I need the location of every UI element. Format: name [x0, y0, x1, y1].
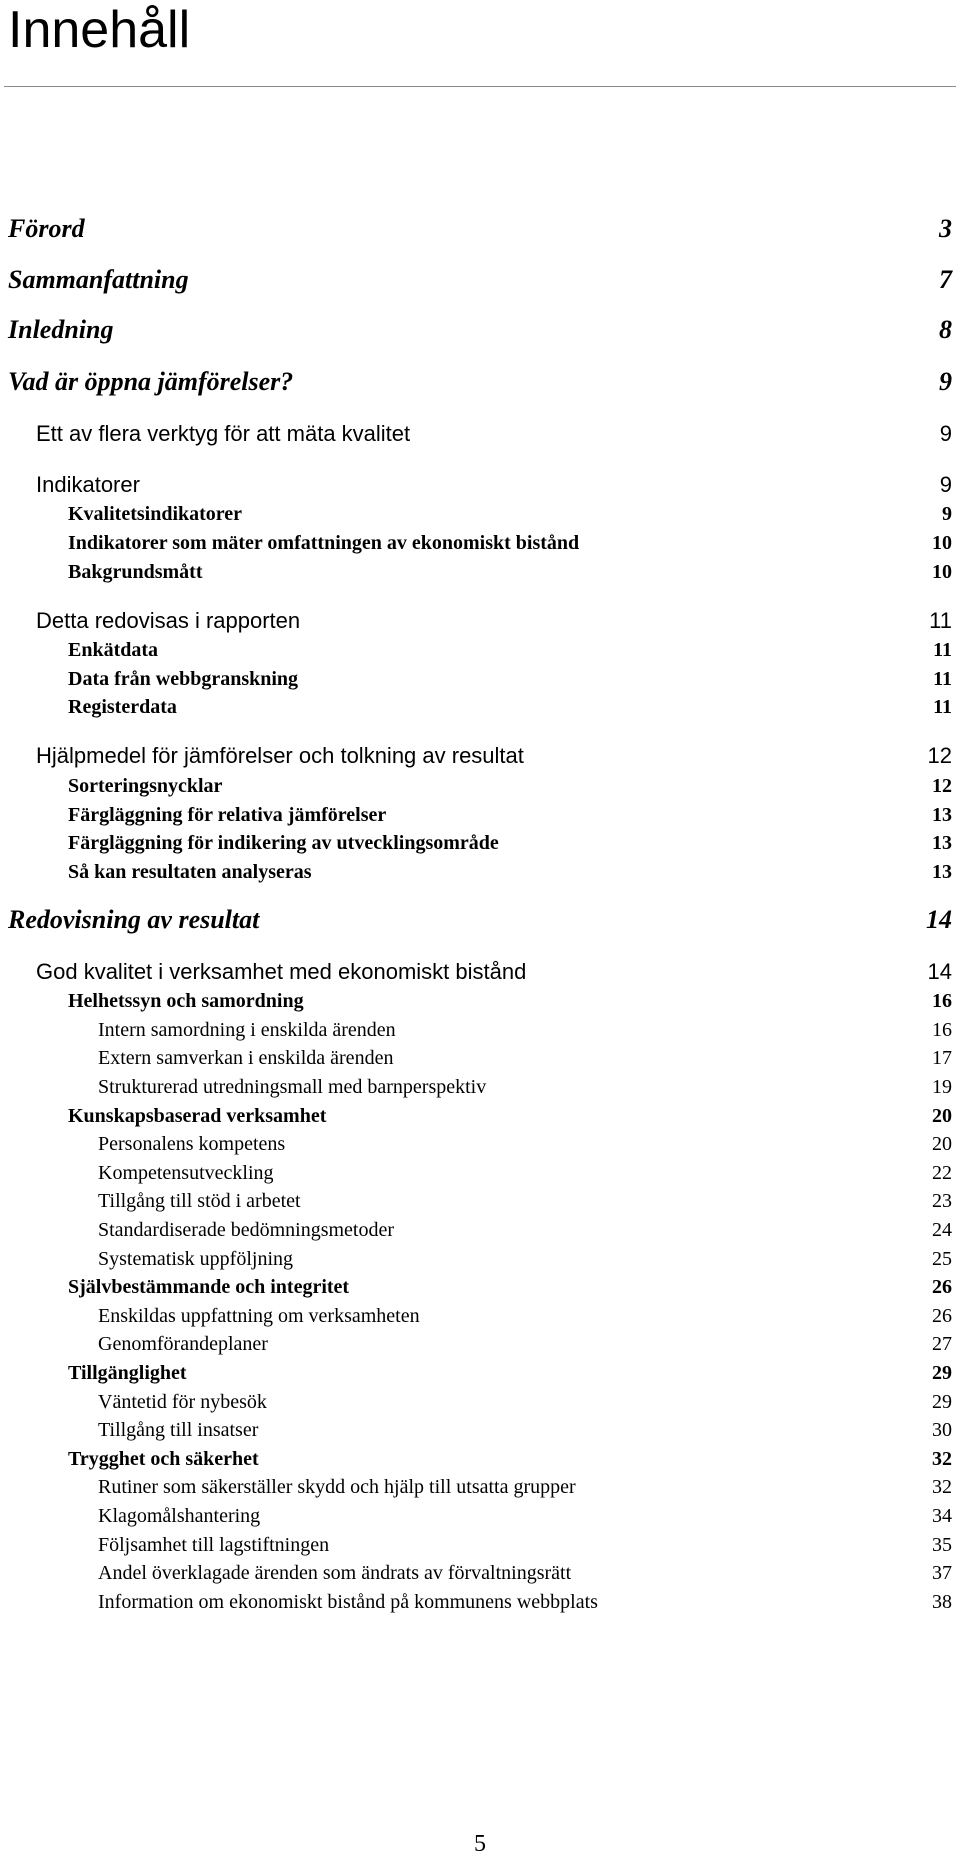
toc-entry-label: Enskildas uppfattning om verksamheten: [98, 1305, 420, 1327]
toc-entry-page-number: 38: [932, 1591, 952, 1613]
toc-entry-label: Tillgänglighet: [68, 1362, 187, 1384]
toc-entry-page-number: 9: [939, 421, 952, 446]
toc-entry[interactable]: [0, 829, 960, 855]
toc-entry-label: Trygghet och säkerhet: [68, 1448, 259, 1470]
toc-entry-page-number: 14: [926, 905, 952, 934]
toc-entry[interactable]: [0, 606, 960, 634]
toc-entry-page-number: 22: [932, 1162, 952, 1184]
toc-entry[interactable]: [0, 1130, 960, 1156]
toc-entry-page-number: 8: [939, 315, 952, 344]
toc-entry-page-number: 9: [939, 472, 952, 497]
toc-entry[interactable]: [0, 1445, 960, 1471]
toc-entry-page-number: 19: [932, 1076, 952, 1098]
toc-entry-page-number: 13: [932, 804, 952, 826]
toc-entry-page-number: 9: [942, 503, 952, 525]
toc-entry-page-number: 11: [933, 668, 952, 690]
toc-entry[interactable]: [0, 363, 960, 397]
toc-entry-label: Ett av flera verktyg för att mäta kvalitet: [36, 421, 411, 446]
toc-entry-label: Registerdata: [68, 696, 177, 718]
toc-entry-label: Strukturerad utredningsmall med barnperspektiv: [98, 1076, 487, 1098]
toc-entry[interactable]: [0, 1559, 960, 1585]
toc-entry[interactable]: [0, 470, 960, 498]
toc-entry-page-number: 10: [932, 561, 952, 583]
toc-entry-label: Personalens kompetens: [98, 1133, 286, 1155]
toc-entry[interactable]: [0, 210, 960, 244]
toc-entry-page-number: 20: [932, 1133, 952, 1155]
toc-entry[interactable]: [0, 529, 960, 555]
toc-entry-page-number: 13: [932, 861, 952, 883]
toc-entry-label: Kvalitetsindikatorer: [68, 503, 243, 525]
toc-entry-label: Vad är öppna jämförelser?: [8, 367, 294, 396]
toc-entry[interactable]: [0, 419, 960, 447]
toc-entry-page-number: 35: [932, 1534, 952, 1556]
toc-entry-page-number: 14: [927, 959, 952, 984]
toc-entry[interactable]: [0, 957, 960, 985]
toc-entry-label: Sorteringsnycklar: [68, 775, 223, 797]
toc-entry-label: Tillgång till stöd i arbetet: [98, 1190, 301, 1212]
toc-entry-page-number: 32: [932, 1476, 952, 1498]
toc-entry-page-number: 20: [932, 1105, 952, 1127]
page-title: Innehåll: [8, 1, 191, 59]
toc-entry[interactable]: [0, 1473, 960, 1499]
toc-entry[interactable]: [0, 772, 960, 798]
toc-entry-page-number: 32: [932, 1448, 952, 1470]
toc-entry-page-number: 7: [939, 265, 952, 294]
toc-entry[interactable]: [0, 858, 960, 884]
toc-entry-page-number: 26: [932, 1276, 952, 1298]
toc-entry-page-number: 16: [932, 990, 952, 1012]
toc-entry-label: Genomförandeplaner: [98, 1333, 268, 1355]
toc-entry-page-number: 37: [932, 1562, 952, 1584]
toc-entry-label: Indikatorer: [36, 472, 140, 497]
toc-entry-page-number: 30: [932, 1419, 952, 1441]
toc-entry-label: Systematisk uppföljning: [98, 1248, 293, 1270]
toc-entry[interactable]: [0, 741, 960, 769]
toc-entry[interactable]: [0, 1159, 960, 1185]
toc-entry[interactable]: [0, 665, 960, 691]
toc-entry-label: Redovisning av resultat: [8, 905, 260, 934]
toc-entry-label: Kunskapsbaserad verksamhet: [68, 1105, 327, 1127]
toc-entry-label: Färgläggning för indikering av utvecklingsområde: [68, 832, 499, 854]
toc-entry[interactable]: [0, 1388, 960, 1414]
toc-entry[interactable]: [0, 987, 960, 1013]
toc-entry-page-number: 26: [932, 1305, 952, 1327]
toc-entry[interactable]: [0, 1330, 960, 1356]
toc-entry[interactable]: [0, 1216, 960, 1242]
toc-entry-label: Så kan resultaten analyseras: [68, 861, 312, 883]
toc-entry[interactable]: [0, 1102, 960, 1128]
page-number: 5: [474, 1831, 486, 1857]
toc-entry-page-number: 27: [932, 1333, 952, 1355]
toc-entry[interactable]: [0, 1359, 960, 1385]
toc-entry-label: Förord: [8, 214, 85, 243]
toc-entry[interactable]: [0, 1245, 960, 1271]
toc-entry-label: God kvalitet i verksamhet med ekonomiskt bistånd: [36, 959, 527, 984]
toc-entry[interactable]: [0, 1502, 960, 1528]
toc-entry[interactable]: [0, 1416, 960, 1442]
toc-entry-page-number: 24: [932, 1219, 952, 1241]
toc-entry-label: Standardiserade bedömningsmetoder: [98, 1219, 395, 1241]
toc-entry[interactable]: [0, 1187, 960, 1213]
toc-entry-label: Information om ekonomiskt bistånd på kommunens webbplats: [98, 1591, 598, 1613]
toc-entry-label: Följsamhet till lagstiftningen: [98, 1534, 330, 1556]
toc-entry[interactable]: [0, 636, 960, 662]
toc-entry[interactable]: [0, 1302, 960, 1328]
toc-entry-page-number: 12: [932, 775, 952, 797]
toc-entry-label: Helhetssyn och samordning: [68, 990, 304, 1012]
toc-entry[interactable]: [0, 1588, 960, 1614]
toc-entry-label: Indikatorer som mäter omfattningen av ekonomiskt bistånd: [68, 532, 580, 554]
toc-entry-label: Självbestämmande och integritet: [68, 1276, 350, 1298]
toc-entry-page-number: 10: [932, 532, 952, 554]
toc-entry-label: Extern samverkan i enskilda ärenden: [98, 1047, 394, 1069]
toc-entry-page-number: 16: [932, 1019, 952, 1041]
toc-entry-label: Väntetid för nybesök: [98, 1391, 267, 1413]
toc-entry-page-number: 25: [932, 1248, 952, 1270]
toc-entry-page-number: 11: [933, 639, 952, 661]
toc-entry[interactable]: [0, 261, 960, 295]
toc-entry-page-number: 34: [932, 1505, 952, 1527]
toc-entry-page-number: 11: [933, 696, 952, 718]
toc-entry-label: Klagomålshantering: [98, 1505, 261, 1527]
toc-entry-label: Bakgrundsmått: [68, 561, 203, 583]
toc-entry-label: Rutiner som säkerställer skydd och hjälp till utsatta grupper: [98, 1476, 576, 1498]
toc-entry[interactable]: [0, 1016, 960, 1042]
toc-entry-page-number: 9: [939, 367, 952, 396]
toc-entry[interactable]: [0, 1273, 960, 1299]
toc-entry-label: Inledning: [8, 315, 114, 344]
toc-entry[interactable]: [0, 1044, 960, 1070]
toc-entry[interactable]: [0, 901, 960, 935]
toc-entry[interactable]: [0, 1531, 960, 1557]
toc-entry[interactable]: [0, 311, 960, 345]
toc-entry-label: Intern samordning i enskilda ärenden: [98, 1019, 396, 1041]
toc-entry-label: Detta redovisas i rapporten: [36, 608, 301, 633]
toc-entry-page-number: 12: [927, 743, 952, 768]
toc-entry-page-number: 17: [932, 1047, 952, 1069]
toc-entry-label: Kompetensutveckling: [98, 1162, 274, 1184]
toc-entry-label: Enkätdata: [68, 639, 159, 661]
toc-entry-page-number: 23: [932, 1190, 952, 1212]
toc-entry[interactable]: [0, 801, 960, 827]
toc-entry-label: Sammanfattning: [8, 265, 189, 294]
toc-entry-page-number: 29: [932, 1362, 952, 1384]
toc-entry[interactable]: [0, 558, 960, 584]
toc-entry-page-number: 29: [932, 1391, 952, 1413]
toc-entry-label: Färgläggning för relativa jämförelser: [68, 804, 387, 826]
toc-entry-label: Andel överklagade ärenden som ändrats av förvaltningsrätt: [98, 1562, 572, 1584]
toc-entry[interactable]: [0, 693, 960, 719]
toc-entry-label: Hjälpmedel för jämförelser och tolkning av resultat: [36, 743, 524, 768]
toc-entry[interactable]: [0, 1073, 960, 1099]
toc-entry-label: Data från webbgranskning: [68, 668, 299, 690]
toc-entry-page-number: 11: [929, 608, 952, 633]
toc-entry-page-number: 13: [932, 832, 952, 854]
toc-entry[interactable]: [0, 500, 960, 526]
toc-entry-label: Tillgång till insatser: [98, 1419, 259, 1441]
toc-entry-page-number: 3: [939, 214, 952, 243]
